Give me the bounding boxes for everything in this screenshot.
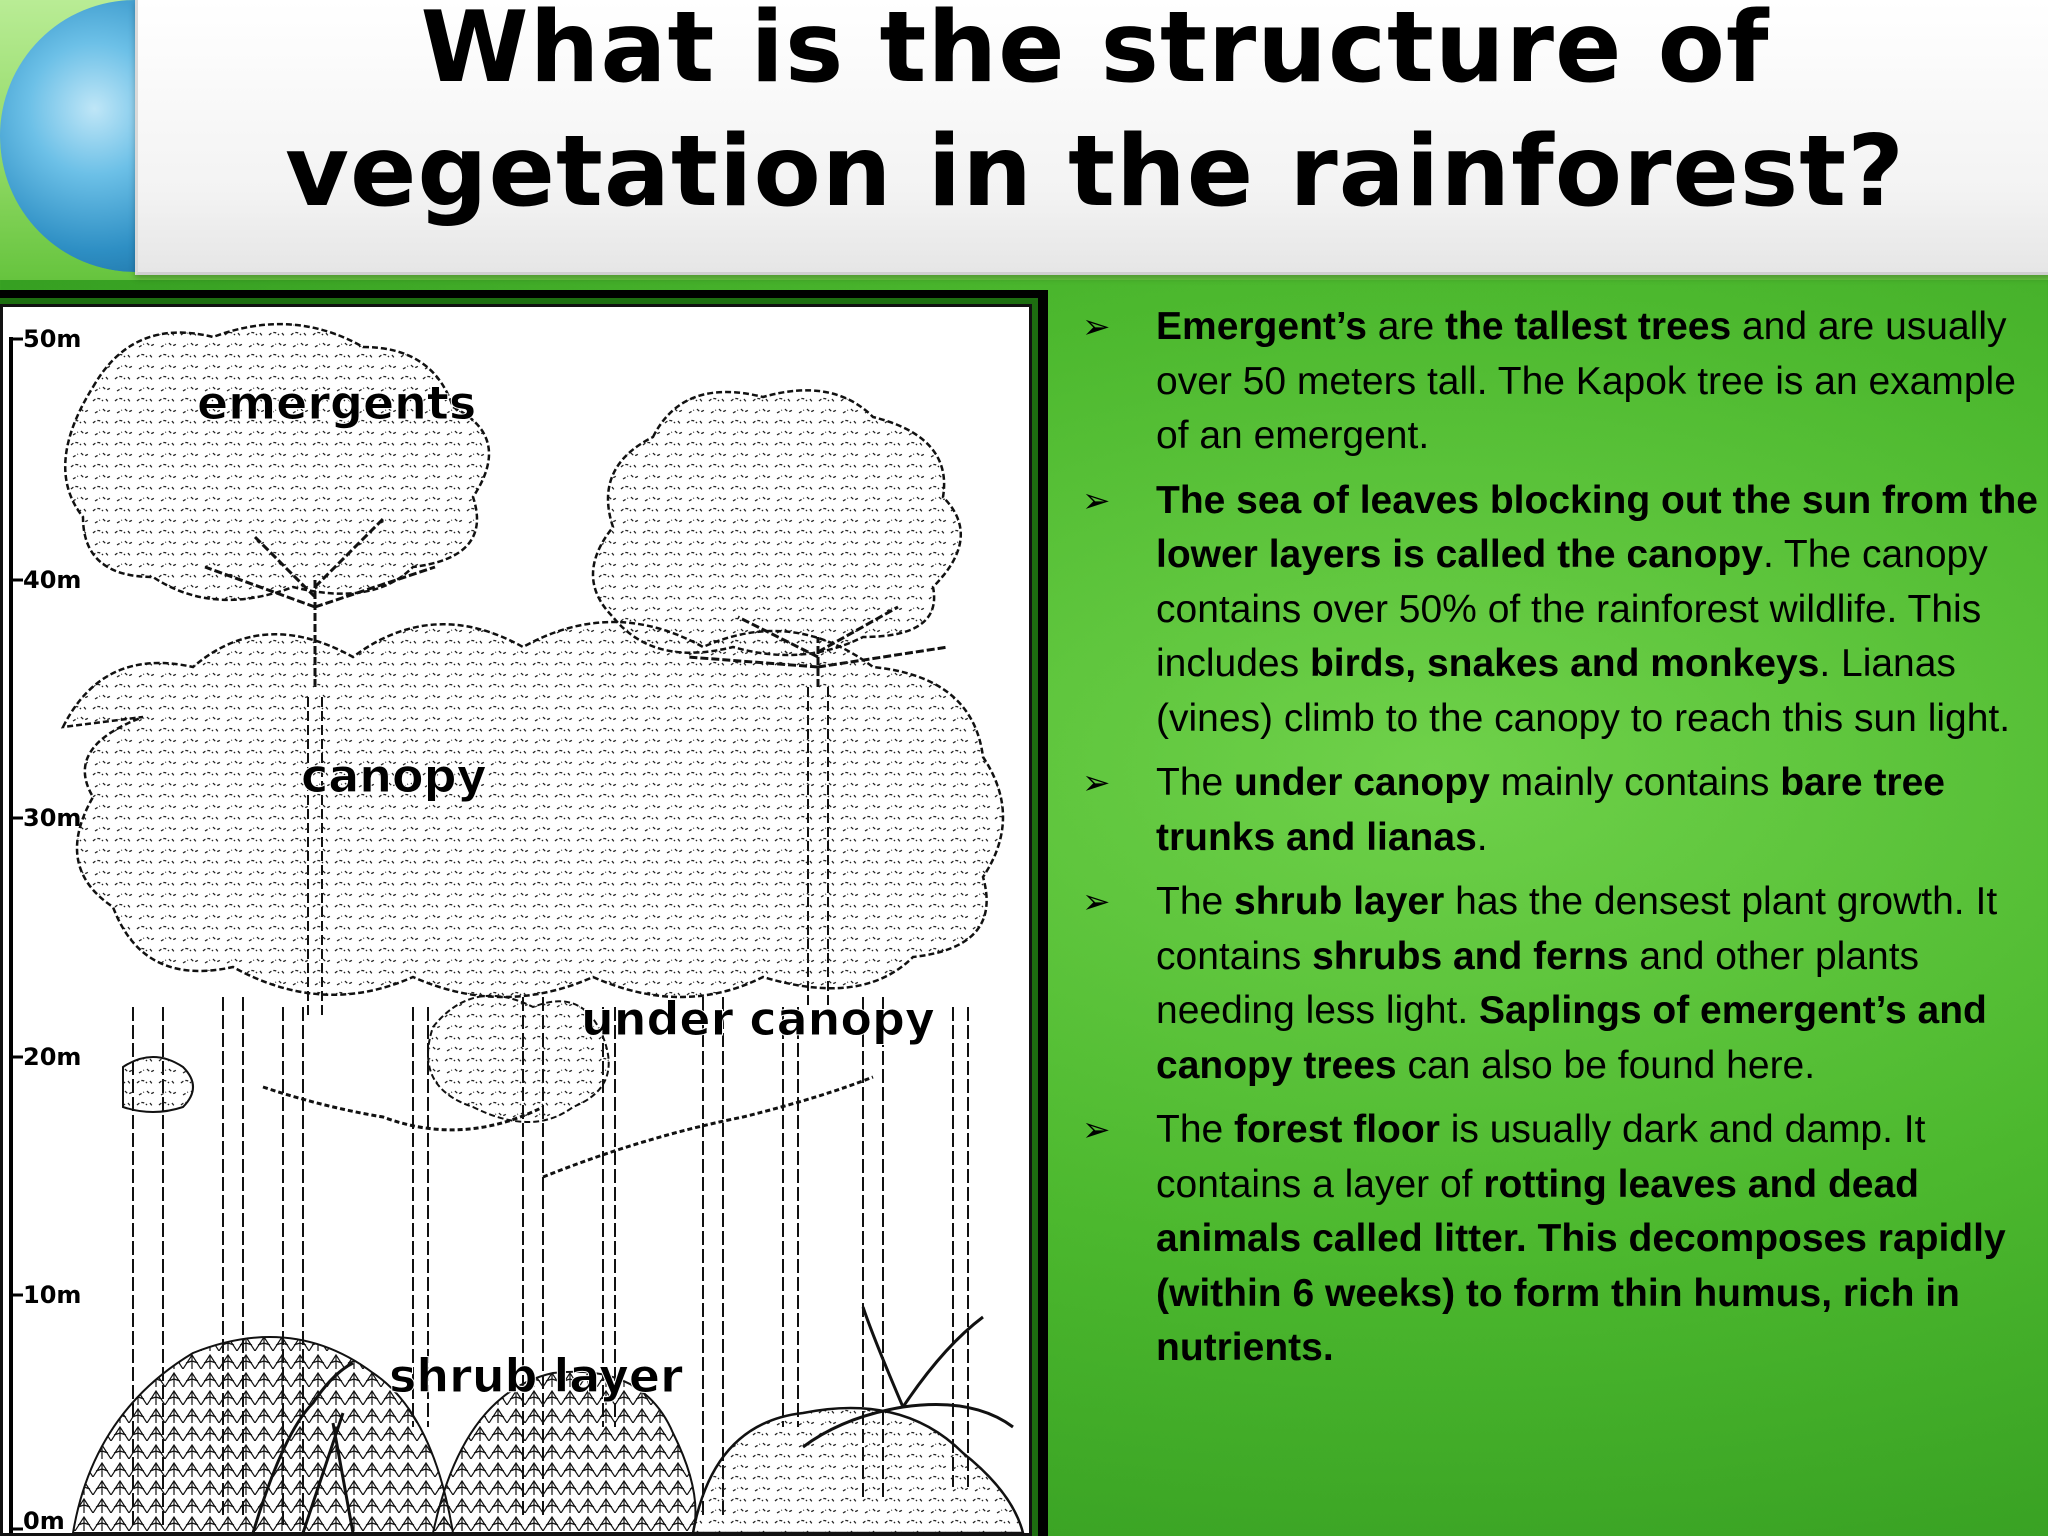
text-segment: has the densest plant growth. It contains xyxy=(1156,880,1998,978)
bold-text-segment: shrub layer xyxy=(1234,880,1445,923)
bullet-under-canopy xyxy=(1078,756,2038,865)
text-segment: The xyxy=(1156,1108,1235,1151)
bold-text-segment: Emergent’s xyxy=(1156,305,1367,348)
text-segment: . Lianas (vines) climb to the canopy to reach this sun light. xyxy=(1156,642,2011,740)
height-tick-50m: 50m xyxy=(23,325,82,353)
text-segment: and other plants needing less light. xyxy=(1156,934,1920,1032)
text-segment: and are usually over 50 meters tall. The Kapok tree is an example of an emergent. xyxy=(1156,305,2016,457)
text-segment: mainly contains xyxy=(1489,761,1781,804)
title-bar xyxy=(0,0,2048,280)
layer-descriptions xyxy=(1078,300,2038,1386)
bullet-text xyxy=(1156,761,1945,859)
bold-text-segment: forest floor xyxy=(1234,1108,1440,1151)
bullet-emergents xyxy=(1078,300,2038,464)
bold-text-segment: shrubs and ferns xyxy=(1312,934,1629,978)
bullet-text xyxy=(1156,1108,2006,1369)
text-segment: . The canopy contains over 50% of the rainforest wildlife. This includes xyxy=(1156,533,1988,685)
rainforest-layers-diagram xyxy=(0,304,1032,1536)
shrub-layer-plants xyxy=(73,1307,1023,1533)
height-tick-20m: 20m xyxy=(23,1043,82,1071)
figure-frame xyxy=(0,290,1048,1536)
blue-tab-shape xyxy=(0,0,135,272)
bullet-text xyxy=(1156,880,1997,1087)
title-line-1: What is the structure of xyxy=(420,0,1770,105)
arrow-bullet-icon: ➢ xyxy=(1082,1110,1111,1150)
bullet-canopy xyxy=(1078,474,2038,747)
under-canopy-trees xyxy=(123,996,609,1122)
bullet-forest-floor xyxy=(1078,1103,2038,1376)
arrow-bullet-icon: ➢ xyxy=(1082,763,1111,803)
bullet-text xyxy=(1156,479,2038,740)
bold-text-segment: Saplings of emergent’s and canopy trees xyxy=(1156,989,1987,1087)
figure-border xyxy=(0,298,1038,1536)
bold-text-segment: under canopy xyxy=(1234,761,1490,804)
bold-text-segment: The sea of leaves blocking out the sun from the lower layers is called the canopy xyxy=(1156,478,2038,576)
text-segment: The xyxy=(1156,880,1235,923)
text-segment: are xyxy=(1366,305,1446,348)
page-title xyxy=(240,0,1950,234)
canopy-layer xyxy=(63,622,1003,997)
height-tick-40m: 40m xyxy=(23,566,82,594)
label-canopy: canopy xyxy=(301,749,487,803)
arrow-bullet-icon: ➢ xyxy=(1082,480,1111,521)
text-segment: can also be found here. xyxy=(1396,1043,1816,1087)
text-segment: . xyxy=(1476,815,1488,859)
title-line-2: vegetation in the rainforest? xyxy=(285,115,1905,229)
bullet-shrub-layer xyxy=(1078,875,2038,1093)
title-tab-decoration xyxy=(0,0,135,272)
bullet-text xyxy=(1156,305,2016,457)
bold-text-segment: birds, snakes and monkeys xyxy=(1309,642,1820,685)
text-segment: The xyxy=(1156,761,1235,804)
label-shrub-layer: shrub layer xyxy=(389,1349,683,1403)
bold-text-segment: rotting leaves and dead animals called litter. This decomposes rapidly (within 6 weeks) to form thin humus, rich in nutrients. xyxy=(1156,1162,2006,1369)
bold-text-segment: bare tree trunks and lianas xyxy=(1156,761,1945,859)
arrow-bullet-icon: ➢ xyxy=(1082,307,1111,347)
label-emergents: emergents xyxy=(197,376,477,430)
rainforest-drawing xyxy=(3,307,1029,1533)
bold-text-segment: the tallest trees xyxy=(1445,305,1732,348)
height-tick-10m: 10m xyxy=(23,1281,82,1309)
label-under-canopy: under canopy xyxy=(581,992,935,1046)
text-segment: is usually dark and damp. It contains a layer of xyxy=(1156,1108,1926,1206)
height-tick-0m: 0m xyxy=(23,1507,65,1533)
arrow-bullet-icon: ➢ xyxy=(1082,882,1111,922)
height-tick-30m: 30m xyxy=(23,804,82,832)
